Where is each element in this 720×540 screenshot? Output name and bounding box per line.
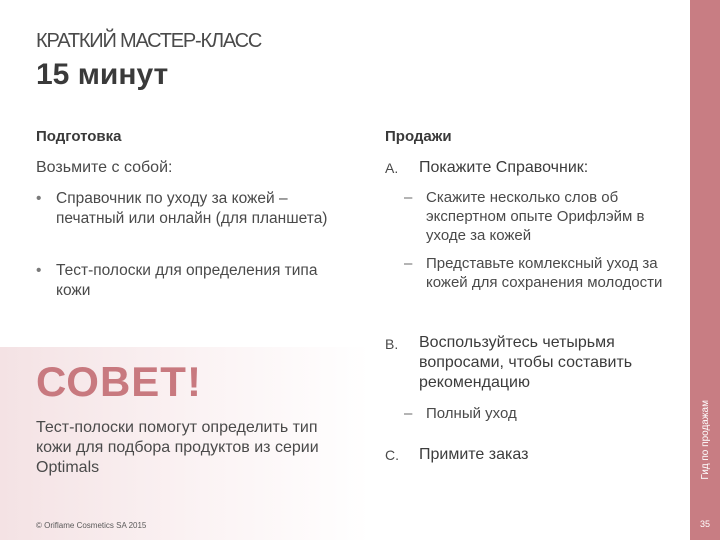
copyright-text: © Oriflame Cosmetics SA 2015 <box>36 521 147 530</box>
step-subitem-text: Представьте комлексный уход за кожей для сохранения молодости <box>426 255 663 291</box>
dash-icon: – <box>404 405 413 422</box>
step-text: Примите заказ <box>419 446 529 463</box>
page-number: 35 <box>699 519 710 529</box>
step-subitem-text: Скажите несколько слов об экспертном опыте Орифлэйм в уходе за кожей <box>426 189 645 244</box>
step-subitem <box>404 254 664 292</box>
step-text: Покажите Справочник: <box>419 159 589 176</box>
side-label <box>690 0 720 480</box>
prep-bullet-item <box>36 261 336 301</box>
dash-icon: – <box>404 255 413 272</box>
step-subitem <box>404 404 664 423</box>
step-subitem <box>404 188 664 245</box>
prep-heading: Подготовка <box>36 128 122 145</box>
section-kicker: КРАТКИЙ МАСТЕР-КЛАСС <box>36 30 262 52</box>
step-subitem-text: Полный уход <box>426 405 517 422</box>
prep-bullet-item <box>36 189 336 229</box>
page-title: 15 минут <box>36 58 169 91</box>
side-label-text: Гид по продажам <box>699 400 711 480</box>
bullet-dot-icon: • <box>36 262 42 279</box>
tip-title: СОВЕТ! <box>36 358 202 405</box>
step-letter: A. <box>385 160 399 176</box>
prep-bullet-text: Тест-полоски для определения типа кожи <box>56 262 318 299</box>
bullet-dot-icon: • <box>36 190 42 207</box>
sales-heading: Продажи <box>385 128 452 145</box>
step-letter: C. <box>385 447 399 463</box>
prep-bullet-text: Справочник по уходу за кожей – печатный или онлайн (для планшета) <box>56 190 328 227</box>
tip-text: Тест-полоски помогут определить тип кожи для подбора продуктов из серии Optimals <box>36 419 319 476</box>
step-letter: B. <box>385 336 399 352</box>
step-text: Воспользуйтесь четырьмя вопросами, чтобы составить рекомендацию <box>419 334 633 391</box>
dash-icon: – <box>404 189 413 206</box>
prep-intro: Возьмите с собой: <box>36 159 173 176</box>
